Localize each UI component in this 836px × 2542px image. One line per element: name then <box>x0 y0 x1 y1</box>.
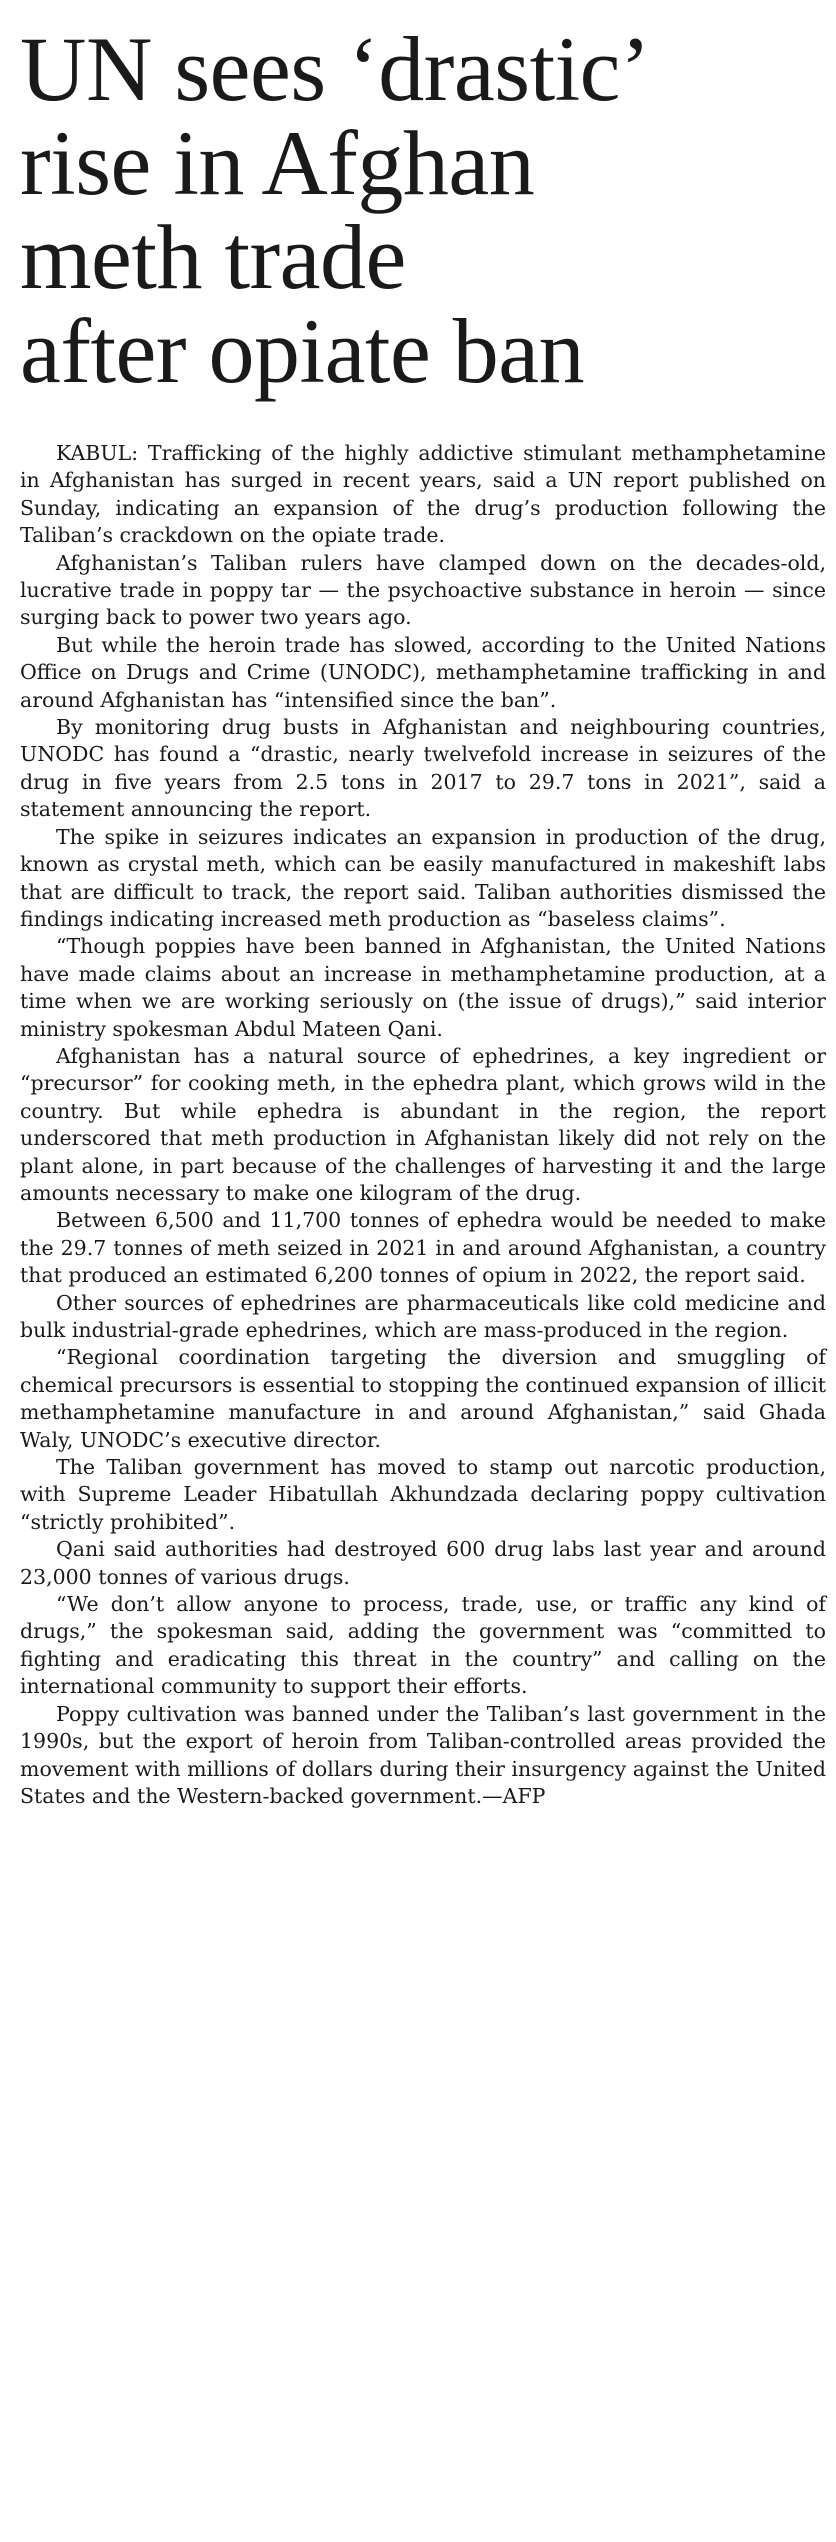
article-paragraph: But while the heroin trade has slowed, according to the United Nations Office on Drugs and Crime (UNODC), methamphetamine trafficking in and around Afghanistan has “intensified since the ban”. <box>20 632 826 712</box>
article-paragraph: The spike in seizures indicates an expansion in production of the drug, known as crystal meth, which can be easily manufactured in makeshift labs that are difficult to track, the report said. Taliban authorities dismissed the findings indicating increased meth production as “baseless claims”. <box>20 824 826 931</box>
article-paragraph: Afghanistan’s Taliban rulers have clamped down on the decades-old, lucrative trade in poppy tar — the psychoactive substance in heroin — since surging back to power two years ago. <box>20 550 826 630</box>
article-paragraph: Between 6,500 and 11,700 tonnes of ephedra would be needed to make the 29.7 tonnes of meth seized in 2021 in and around Afghanistan, a country that produced an estimated 6,200 tonnes of opium in 2022, the report said. <box>20 1208 826 1288</box>
article-paragraph: Qani said authorities had destroyed 600 drug labs last year and around 23,000 tonnes of various drugs. <box>20 1537 826 1589</box>
article-paragraph: KABUL: Trafficking of the highly addictive stimulant methamphetamine in Afghanistan has surged in recent years, said a UN report published on Sunday, indicating an expansion of the drug’s production following the Taliban’s crackdown on the opiate trade. <box>20 441 826 548</box>
article-paragraph: Other sources of ephedrines are pharmaceuticals like cold medicine and bulk industrial-grade ephedrines, which are mass-produced in the region. <box>20 1290 826 1342</box>
article-body <box>20 440 826 1810</box>
article-paragraph: The Taliban government has moved to stamp out narcotic production, with Supreme Leader Hibatullah Akhundzada declaring poppy cultivation “strictly prohibited”. <box>20 1455 826 1534</box>
article-paragraph: Afghanistan has a natural source of ephedrines, a key ingredient or “precursor” for cooking meth, in the ephedra plant, which grows wild in the country. But while ephedra is abundant in the region, the report underscored that meth production in Afghanistan likely did not rely on the plant alone, in part because of the challenges of harvesting it and the large amounts necessary to make one kilogram of the drug. <box>20 1043 826 1205</box>
headline-line: meth trade <box>20 206 406 308</box>
article-headline <box>20 18 826 402</box>
article-paragraph: “We don’t allow anyone to process, trade, use, or traffic any kind of drugs,” the spokesman said, adding the government was “committed to fighting and eradicating this threat in the country” and calling on the international community to support their efforts. <box>20 1592 826 1699</box>
headline-line: UN sees ‘drastic’ <box>20 18 651 120</box>
article-paragraph: “Though poppies have been banned in Afghanistan, the United Nations have made claims about an increase in methamphetamine production, at a time when we are working seriously on (the issue of drugs),” said interior ministry spokesman Abdul Mateen Qani. <box>20 934 826 1041</box>
headline-line: after opiate ban <box>20 300 585 402</box>
article-paragraph: “Regional coordination targeting the diversion and smuggling of chemical precursors is essential to stopping the continued expansion of illicit methamphetamine manufacture in and around Afghanistan,” said Ghada Waly, UNODC’s executive director. <box>20 1345 826 1452</box>
headline-line: rise in Afghan <box>20 112 535 214</box>
article-paragraph: Poppy cultivation was banned under the Taliban’s last government in the 1990s, but the export of heroin from Taliban-controlled areas provided the movement with millions of dollars during their insurgency against the United States and the Western-backed government.—AFP <box>20 1701 826 1808</box>
article-paragraph: By monitoring drug busts in Afghanistan and neighbouring countries, UNODC has found a “drastic, nearly twelvefold increase in seizures of the drug in five years from 2.5 tons in 2017 to 29.7 tons in 2021”, said a statement announcing the report. <box>20 715 826 822</box>
